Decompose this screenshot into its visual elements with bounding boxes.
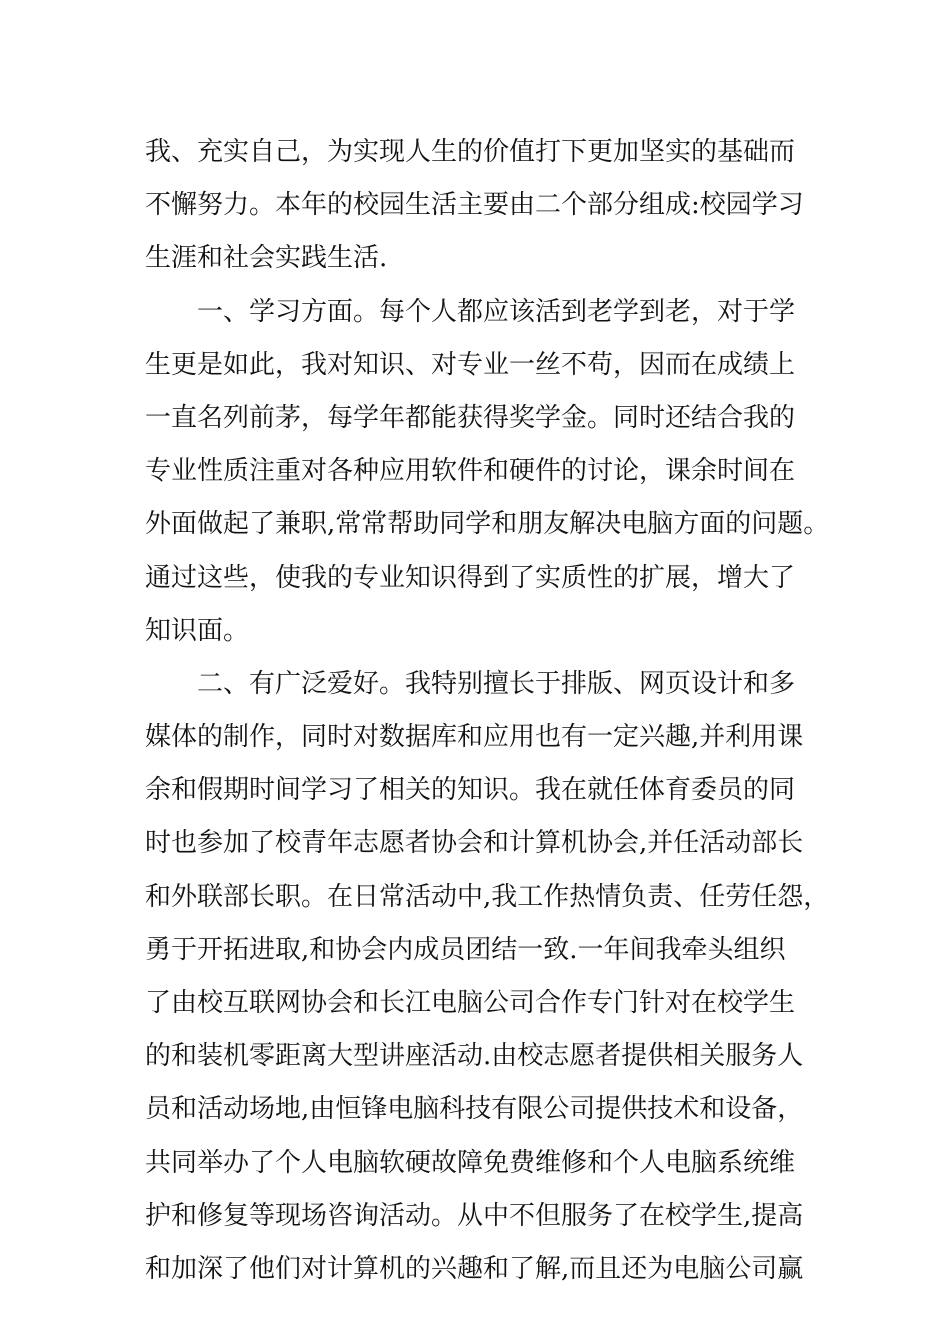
text-line: 的和装机零距离大型讲座活动.由校志愿者提供相关服务人 — [145, 1041, 804, 1072]
text-line: 了由校互联网协会和长江电脑公司合作专门针对在校学生 — [145, 988, 796, 1018]
text-line: 一直名列前茅，每学年都能获得奖学金。同时还结合我的 — [145, 402, 796, 433]
text-line: 媒体的制作，同时对数据库和应用也有一定兴趣,并利用课 — [145, 722, 804, 753]
text-line: 和外联部长职。在日常活动中,我工作热情负责、任劳任怨， — [145, 881, 830, 912]
text-line: 专业性质注重对各种应用软件和硬件的讨论，课余时间在 — [145, 456, 796, 487]
text-line: 外面做起了兼职,常常帮助同学和朋友解决电脑方面的问题。 — [145, 509, 830, 540]
text-line: 通过这些，使我的专业知识得到了实质性的扩展，增大了 — [145, 562, 796, 593]
text-line: 护和修复等现场咨询活动。从中不但服务了在校学生,提高 — [145, 1200, 804, 1231]
text-line: 我、充实自己，为实现人生的价值打下更加坚实的基础而 — [145, 137, 796, 167]
text-line: 二、有广泛爱好。我特别擅长于排版、网页设计和多 — [145, 668, 796, 699]
text-line: 知识面。 — [145, 615, 250, 646]
text-line: 和加深了他们对计算机的兴趣和了解,而且还为电脑公司赢 — [145, 1253, 804, 1284]
text-line: 余和假期时间学习了相关的知识。我在就任体育委员的同 — [145, 775, 796, 806]
text-line: 不懈努力。本年的校园生活主要由二个部分组成:校园学习 — [145, 190, 804, 221]
text-line: 员和活动场地,由恒锋电脑科技有限公司提供技术和设备， — [145, 1094, 804, 1125]
text-line: 生更是如此，我对知识、对专业一丝不苟，因而在成绩上 — [145, 349, 796, 380]
text-line: 时也参加了校青年志愿者协会和计算机协会,并任活动部长 — [145, 828, 804, 859]
text-line: 生涯和社会实践生活. — [145, 243, 388, 274]
text-line: 一、学习方面。每个人都应该活到老学到老，对于学 — [145, 296, 796, 327]
text-line: 勇于开拓进取,和协会内成员团结一致.一年间我牵头组织 — [145, 934, 786, 965]
body-text — [145, 126, 830, 1296]
text-line: 共同举办了个人电脑软硬故障免费维修和个人电脑系统维 — [145, 1147, 796, 1178]
